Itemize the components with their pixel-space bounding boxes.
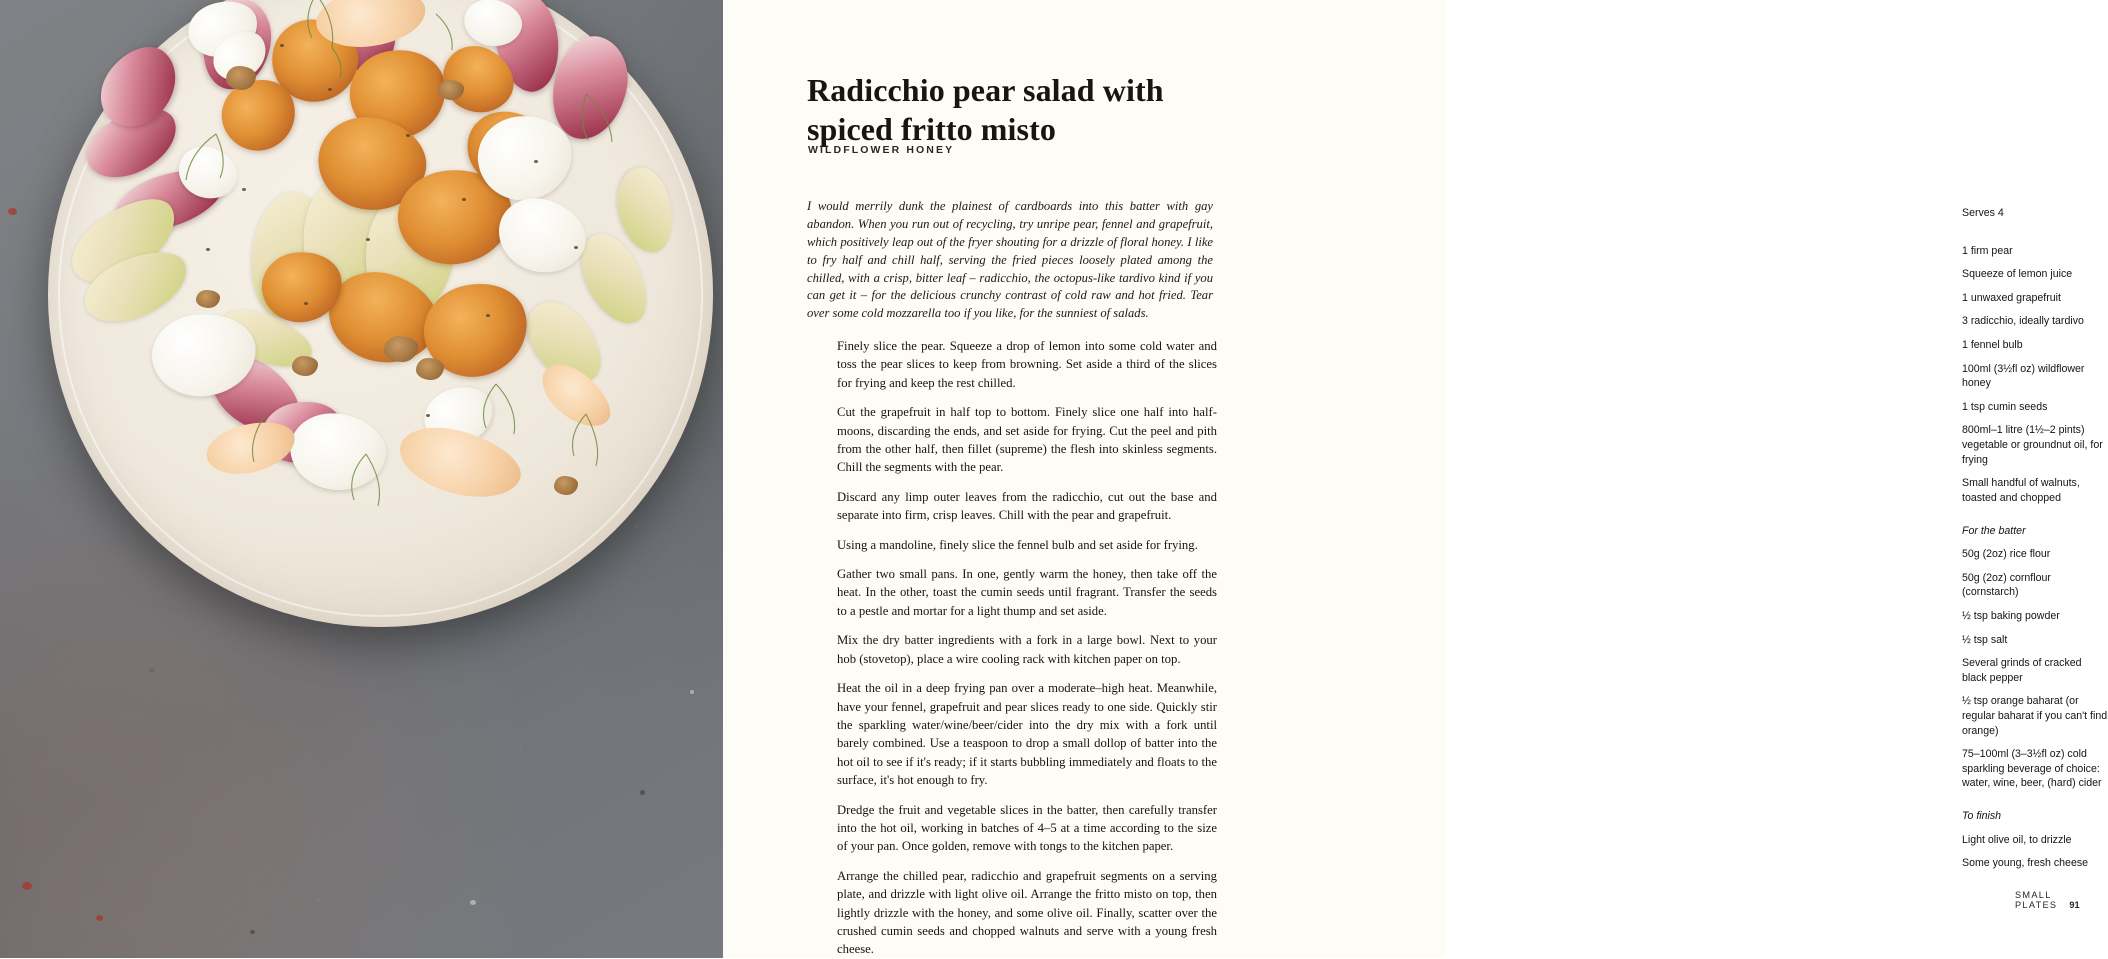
method-step: Gather two small pans. In one, gently warm the honey, then take off the heat. In the other, toast the cumin seeds until fragrant. Transfer the seeds to a pestle and mortar for a light thump and set aside. bbox=[837, 567, 1217, 618]
serves-label: Serves 4 bbox=[1962, 207, 2004, 219]
fennel-frond-icon bbox=[66, 0, 686, 584]
method-step: Cut the grapefruit in half top to bottom. Finely slice one half into half-moons, discarding the ends, and set aside for frying. Cut the peel and pith from the other half, then fillet (supreme) the flesh into skinless segments. Chill the segments with the pear. bbox=[837, 405, 1217, 475]
method-step: Discard any limp outer leaves from the radicchio, cut out the base and separate into firm, crisp leaves. Chill with the pear and grapefruit. bbox=[837, 489, 1217, 523]
recipe-subtitle: WILDFLOWER HONEY bbox=[808, 144, 955, 156]
ingredient-item: 50g (2oz) rice flour bbox=[1962, 548, 2051, 561]
ingredient-item: ½ tsp orange baharat (or regular baharat if you can't find orange) bbox=[1962, 695, 2108, 737]
ingredient-item: ½ tsp baking powder bbox=[1962, 609, 2060, 622]
ingredient-item: 50g (2oz) cornflour (cornstarch) bbox=[1962, 571, 2051, 599]
recipe-intro: I would merrily dunk the plainest of cardboards into this batter with gay abandon. When you run out of recycling, try unripe pear, fennel and grapefruit, which positively leap out of the fryer shouting for a drizzle of floral honey. I like to fry half and chill half, serving the fried pieces loosely plated among the chilled, with a crisp, bitter leaf – radicchio, the octopus-like tardivo kind if you can get it – for the delicious crunchy contrast of cold raw and hot fried. Tear over some cold mozzarella too if you like, for the sunniest of salads. bbox=[807, 199, 1213, 321]
ingredient-item: ½ tsp salt bbox=[1962, 633, 2008, 646]
ingredient-item: Light olive oil, to drizzle bbox=[1962, 833, 2072, 846]
page-number: 91 bbox=[2069, 900, 2080, 910]
ingredients-subheading-finish: To finish bbox=[1962, 810, 2002, 823]
ingredient-item: Some young, fresh cheese bbox=[1962, 857, 2089, 870]
recipe-method bbox=[837, 337, 1217, 959]
ingredient-item: 800ml–1 litre (1½–2 pints) vegetable or groundnut oil, for frying bbox=[1962, 424, 2103, 466]
footer-section-label: SMALL PLATES bbox=[2015, 890, 2058, 910]
ingredients-subheading-batter: For the batter bbox=[1962, 524, 2026, 537]
salad-arrangement bbox=[66, 0, 686, 584]
method-step: Finely slice the pear. Squeeze a drop of lemon into some cold water and toss the pear slices to keep from browning. Set aside a third of the slices for frying and keep the rest chilled. bbox=[837, 339, 1217, 390]
ingredient-item: 75–100ml (3–3½fl oz) cold sparkling beverage of choice: water, wine, beer, (hard) cider bbox=[1962, 748, 2102, 790]
method-step: Arrange the chilled pear, radicchio and grapefruit segments on a serving plate, and drizzle with light olive oil. Arrange the fritto misto on top, then lightly drizzle with the honey, and some olive oil. Finally, scatter over the crushed cumin seeds and chopped walnuts and serve with a young fresh cheese. bbox=[837, 868, 1217, 957]
recipe-photograph bbox=[0, 0, 723, 958]
page-footer bbox=[2015, 890, 2080, 910]
ingredient-item: 3 radicchio, ideally tardivo bbox=[1962, 315, 2084, 328]
ingredient-item: Several grinds of cracked black pepper bbox=[1962, 657, 2082, 684]
method-step: Mix the dry batter ingredients with a fork in a large bowl. Next to your hob (stovetop), place a wire cooling rack with kitchen paper on top. bbox=[837, 633, 1217, 666]
ingredient-item: 1 fennel bulb bbox=[1962, 339, 2023, 352]
method-step: Dredge the fruit and vegetable slices in the batter, then carefully transfer into the hot oil, working in batches of 4–5 at a time according to the size of your pan. Once golden, remove with tongs to the kitchen paper. bbox=[837, 802, 1217, 854]
ingredients-list bbox=[1962, 206, 2108, 880]
ingredient-item: 100ml (3½fl oz) wildflower honey bbox=[1962, 362, 2085, 390]
recipe-title: Radicchio pear salad with spiced fritto misto bbox=[807, 72, 1164, 148]
ingredient-item: 1 tsp cumin seeds bbox=[1962, 400, 2048, 413]
ingredient-item: Squeeze of lemon juice bbox=[1962, 268, 2073, 281]
ingredient-item: Small handful of walnuts, toasted and chopped bbox=[1962, 477, 2080, 504]
ingredient-item: 1 firm pear bbox=[1962, 244, 2013, 257]
recipe-text-page bbox=[723, 0, 2108, 958]
ingredient-item: 1 unwaxed grapefruit bbox=[1962, 291, 2061, 304]
method-step: Using a mandoline, finely slice the fennel bulb and set aside for frying. bbox=[837, 537, 1198, 552]
method-step: Heat the oil in a deep frying pan over a moderate–high heat. Meanwhile, have your fennel, grapefruit and pear slices ready to one side. Quickly stir the sparkling water/wine/beer/cider into the dry mix with a fork until barely combined. Use a teaspoon to drop a small dollop of batter into the hot oil to see if it's ready; if it starts bubbling immediately and floats to the surface, it's hot enough to fry. bbox=[837, 681, 1217, 788]
